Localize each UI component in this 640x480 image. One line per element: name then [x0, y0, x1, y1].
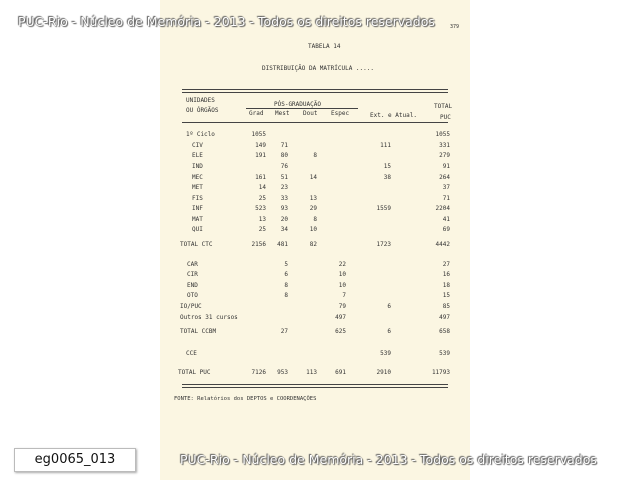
cell-ext: 111 [380, 142, 391, 149]
cell-espec: 497 [335, 314, 346, 321]
row-label: FIS [192, 195, 203, 202]
cell-total: 16 [442, 271, 450, 278]
header-mest: Mest [275, 110, 290, 117]
cell-grad: 2156 [251, 241, 266, 248]
cell-dout: 14 [309, 174, 317, 181]
cell-mest: 5 [284, 261, 288, 268]
cell-total: 27 [442, 261, 450, 268]
row-label: CIR [187, 271, 198, 278]
header-grad: Grad [249, 110, 264, 117]
cell-grad: 523 [255, 205, 266, 212]
row-label: MET [192, 184, 203, 191]
cell-grad: 25 [258, 226, 266, 233]
bottom-rule-2 [182, 387, 448, 388]
table-title: TABELA 14 [308, 43, 341, 50]
row-label: Outros 31 cursos [180, 314, 238, 321]
header-unidades: UNIDADES [186, 97, 215, 104]
cell-mest: 33 [280, 195, 288, 202]
cell-mest: 51 [280, 174, 288, 181]
row-label: INF [192, 205, 203, 212]
cell-mest: 76 [280, 163, 288, 170]
row-label: TOTAL CCBM [180, 328, 217, 335]
header-orgaos: OU ÓRGÃOS [186, 107, 219, 114]
row-label: OTO [187, 292, 198, 299]
cell-total: 37 [442, 184, 450, 191]
row-label: IND [192, 163, 203, 170]
cell-grad: 25 [258, 195, 266, 202]
cell-ext: 1723 [376, 241, 391, 248]
cell-ext: 6 [387, 328, 391, 335]
row-label: CIV [192, 142, 203, 149]
watermark-top: PUC-Rio - Núcleo de Memória - 2013 - Todos os direitos reservados [18, 14, 435, 29]
source-note: FONTE: Relatórios dos DEPTOS e COORDENAÇÕES [174, 396, 317, 402]
cell-total: 91 [442, 163, 450, 170]
row-label: END [187, 282, 198, 289]
cell-ext: 38 [383, 174, 391, 181]
top-rule [182, 89, 448, 90]
row-label: CCE [186, 350, 197, 357]
cell-mest: 93 [280, 205, 288, 212]
row-label: IO/PUC [180, 303, 202, 310]
cell-dout: 29 [309, 205, 317, 212]
cell-espec: 10 [338, 271, 346, 278]
cell-mest: 481 [277, 241, 288, 248]
cell-mest: 8 [284, 282, 288, 289]
cell-total: 539 [439, 350, 450, 357]
cell-grad: 13 [258, 216, 266, 223]
cell-mest: 8 [284, 292, 288, 299]
row-label: TOTAL PUC [178, 369, 211, 376]
cell-mest: 953 [277, 369, 288, 376]
cell-total: 11793 [431, 369, 450, 376]
cell-espec: 691 [335, 369, 346, 376]
cell-total: 15 [442, 292, 450, 299]
cell-total: 18 [442, 282, 450, 289]
cell-total: 4442 [435, 241, 450, 248]
cell-mest: 6 [284, 271, 288, 278]
cell-total: 2204 [435, 205, 450, 212]
cell-dout: 13 [309, 195, 317, 202]
row-label: MEC [192, 174, 203, 181]
cell-total: 85 [442, 303, 450, 310]
cell-total: 658 [439, 328, 450, 335]
cell-espec: 10 [338, 282, 346, 289]
cell-total: 41 [442, 216, 450, 223]
row-label: TOTAL CTC [180, 241, 213, 248]
cell-total: 331 [439, 142, 450, 149]
header-espec: Espec [331, 110, 350, 117]
cell-mest: 80 [280, 152, 288, 159]
cell-total: 279 [439, 152, 450, 159]
cell-espec: 22 [338, 261, 346, 268]
cell-ext: 1559 [376, 205, 391, 212]
cell-ext: 539 [380, 350, 391, 357]
cell-total: 69 [442, 226, 450, 233]
cell-espec: 7 [342, 292, 346, 299]
cell-dout: 113 [306, 369, 317, 376]
cell-total: 1055 [435, 131, 450, 138]
cell-espec: 625 [335, 328, 346, 335]
cell-mest: 23 [280, 184, 288, 191]
row-label: CAR [187, 261, 198, 268]
row-label: QUI [192, 226, 203, 233]
cell-mest: 20 [280, 216, 288, 223]
scanned-page [160, 0, 470, 480]
table-subtitle: DISTRIBUIÇÃO DA MATRÍCULA ..... [262, 65, 374, 72]
row-label: MAT [192, 216, 203, 223]
header-total: TOTAL [434, 103, 453, 110]
bottom-rule [182, 384, 448, 385]
top-rule-2 [182, 92, 448, 93]
cell-mest: 34 [280, 226, 288, 233]
cell-total: 264 [439, 174, 450, 181]
cell-total: 71 [442, 195, 450, 202]
header-pos-graduacao: PÓS-GRADUAÇÃO [274, 101, 321, 108]
page-number: 379 [450, 24, 460, 30]
watermark-bottom: PUC-Rio - Núcleo de Memória - 2013 - Todos os direitos reservados [180, 452, 597, 467]
cell-dout: 8 [313, 216, 317, 223]
cell-dout: 82 [309, 241, 317, 248]
header-ext: Ext. e Atual. [370, 112, 417, 119]
cell-grad: 191 [255, 152, 266, 159]
header-dout: Dout [303, 110, 318, 117]
cell-dout: 8 [313, 152, 317, 159]
header-rule [182, 122, 448, 123]
cell-grad: 14 [258, 184, 266, 191]
cell-ext: 15 [383, 163, 391, 170]
cell-espec: 79 [338, 303, 346, 310]
cell-total: 497 [439, 314, 450, 321]
cell-mest: 71 [280, 142, 288, 149]
row-label: ELE [192, 152, 203, 159]
header-puc: PUC [440, 114, 451, 121]
pos-rule [246, 108, 358, 109]
cell-grad: 161 [255, 174, 266, 181]
image-id-label: eg0065_013 [14, 448, 136, 472]
cell-grad: 7126 [251, 369, 266, 376]
cell-dout: 10 [309, 226, 317, 233]
cell-mest: 27 [280, 328, 288, 335]
cell-grad: 1055 [251, 131, 266, 138]
cell-grad: 149 [255, 142, 266, 149]
cell-ext: 2910 [376, 369, 391, 376]
row-label: 1º Ciclo [186, 131, 215, 138]
cell-ext: 6 [387, 303, 391, 310]
